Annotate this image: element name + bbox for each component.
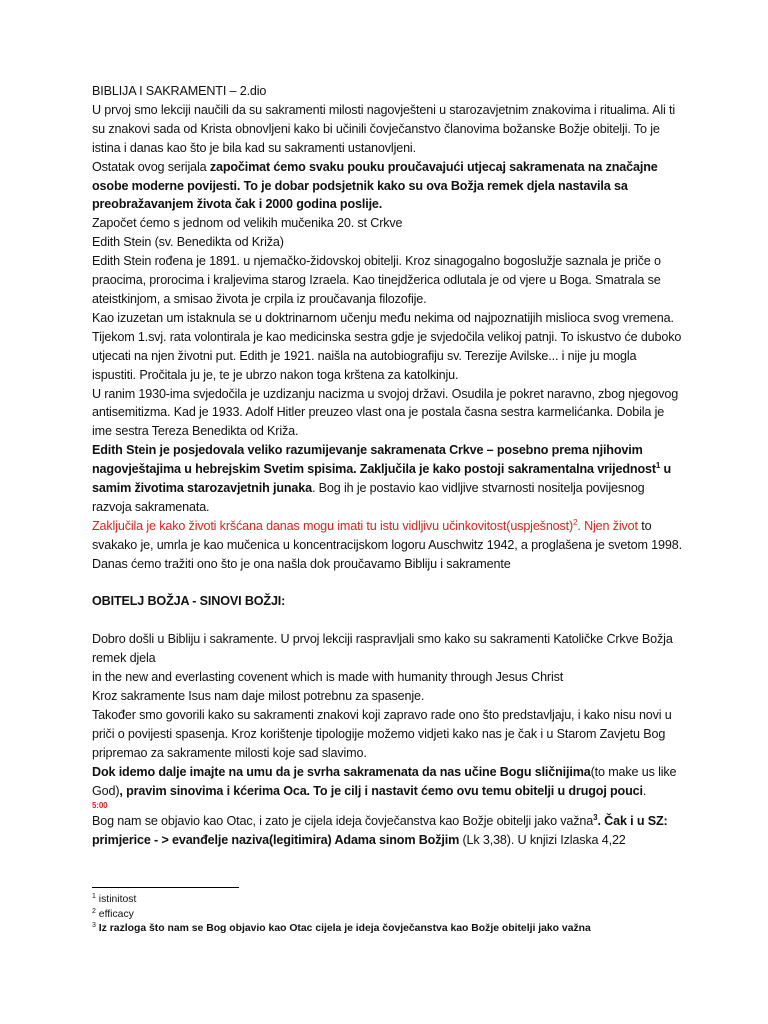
section-paragraph: Dobro došli u Bibliju i sakramente. U prvoj lekciji raspravljali smo kako su sakramenti Katoličke Crkve Božja remek djela	[92, 632, 673, 666]
footnote	[92, 908, 682, 923]
bio-text: to svakako je, umrla je kao mučenica u koncentracijskom logoru Auschwitz 1942, a proglašena je svetom 1998. Danas ćemo tražiti ono što je ona našla dok proučavamo Bibliju i sakramente	[92, 518, 682, 571]
section-paragraph: in the new and everlasting covenent which is made with humanity through Jesus Christ	[92, 670, 564, 685]
footnote-text: Iz razloga što nam se Bog objavio kao Otac cijela je ideja čovječanstva kao Božje obitelji jako važna	[98, 923, 591, 935]
document-body	[92, 82, 682, 850]
bio-text: . Bog ih je postavio kao vidljive stvarnosti nositelja povijesnog razvoja sakramenata.	[92, 481, 645, 514]
timecode: 5:00	[92, 801, 108, 811]
footnote-number: 1	[92, 893, 96, 900]
bio-paragraph: Edith Stein rođena je 1891. u njemačko-židovskoj obitelji. Kroz sinagogalno bogoslužje saznala je priče o praocima, prorocima i kraljevima starog Izraela. Kao tinejdžerica odlutala je od vjere u Boga. Smatrala se ateistkinjom, a smisao života je crpila iz proučavanja filozofije.	[92, 254, 661, 306]
section-text: .	[642, 783, 647, 798]
footnote-text: istinitost	[98, 894, 137, 905]
footnote-number: 3	[92, 922, 96, 930]
footnote	[92, 922, 682, 937]
footnote-ref[interactable]: 3	[593, 813, 598, 823]
footnote	[92, 893, 682, 908]
intro-paragraph	[92, 158, 682, 215]
footnote-ref[interactable]: 2	[573, 517, 578, 527]
intro-paragraph: U prvoj smo lekciji naučili da su sakramenti milosti nagovješteni u starozavjetnim znakovima i ritualima. Ali ti su znakovi sada od Krista obnovljeni kako bi učinili čovječanstvo članovima božanske Božje obitelji. To je istina i danas kao što je bila kad su sakramenti ustanovljeni.	[92, 102, 676, 155]
footnote-text: efficacy	[98, 908, 134, 920]
bio-bold-text: Edith Stein je posjedovala veliko razumijevanje sakramenata Crkve – posebno prema njihovim nagovještajima u hebrejskim Svetim spisima. Zaključila je kako postoji sakramentalna vrijednost	[92, 443, 656, 477]
highlight-red-text: . Njen život	[577, 518, 638, 533]
footnotes	[92, 893, 682, 937]
document-title: BIBLIJA I SAKRAMENTI – 2.dio	[92, 84, 267, 98]
section-text: (to make us like God)	[92, 764, 677, 798]
section-bold-text: , pravim sinovima i kćerima Oca. To je cilj i nastavit ćemo ovu temu obitelji u drugoj pouci	[119, 783, 643, 798]
spacer	[92, 574, 682, 593]
bio-paragraph: U ranim 1930-ima svjedočila je uzdizanju nacizma u svojoj državi. Osudila je pokret naravno, zbog njegovog antisemitizma. Kad je 1933. Adolf Hitler preuzeo vlast ona je postala časna sestra karmelićanka. Dobila je ime sestra Tereza Benedikta od Križa.	[92, 386, 679, 439]
section-paragraph: Također smo govorili kako su sakramenti znakovi koji zapravo rade ono što predstavljaju, i kako nisu novi u priči o povijesti spasenja. Kroz korištenje tipologije možemo vidjeti kako nas je čak i u Starom Zavjetu Bog pripremao za sakramente milosti koje sad slavimo.	[92, 707, 672, 760]
intro-text: Ostatak ovog serijala	[92, 159, 210, 174]
section-heading: OBITELJ BOŽJA - SINOVI BOŽJI:	[92, 594, 286, 609]
section-text: Bog nam se objavio kao Otac, i zato je cijela ideja čovječanstva kao Božje obitelji jako važna	[92, 814, 594, 829]
footnote-ref[interactable]: 1	[655, 461, 661, 471]
saint-name: Edith Stein (sv. Benedikta od Križa)	[92, 235, 284, 250]
intro-bold-text: započimat ćemo svaku pouku proučavajući utjecaj sakramenata na značajne osobe moderne povijesti. To je dobar podsjetnik kako su ova Božja remek djela nastavila sa preobražavanjem života čak i 2000 godina poslije.	[92, 159, 658, 212]
section-paragraph: Kroz sakramente Isus nam daje milost potrebnu za spasenje.	[92, 688, 425, 703]
section-text: (Lk 3,38). U knjizi Izlaska 4,22	[459, 833, 626, 848]
section-bold-text: . Čak i u SZ: primjerice - > evanđelje naziva(legitimira) Adama sinom Božjim	[92, 814, 668, 848]
footnote-separator	[92, 887, 239, 888]
bio-bold-text: u samim životima starozavjetnih junaka	[92, 462, 672, 496]
section-paragraph	[92, 812, 682, 850]
section-paragraph	[92, 763, 682, 801]
highlight-red-text: Zaključila je kako životi kršćana danas mogu imati tu istu vidljivu učinkovitost(uspješnost)	[92, 518, 574, 533]
bio-paragraph: Kao izuzetan um istaknula se u doktrinarnom učenju među nekima od najpoznatijih mislioca svog vremena.	[92, 310, 674, 325]
bio-paragraph: Tijekom 1.svj. rata volontirala je kao medicinska sestra gdje je svjedočila velikoj patnji. To iskustvo će duboko utjecati na njen životni put. Edith je 1921. naišla na autobiografiju sv. Terezije Avilske... i nije ju mogla ispustiti. Pročitala ju je, te je ubrzo nakon toga krštena za katolkinju.	[92, 329, 682, 382]
intro-paragraph: Započet ćemo s jednom od velikih mučenika 20. st Crkve	[92, 216, 403, 231]
footnote-number: 2	[92, 907, 96, 915]
spacer	[92, 611, 682, 630]
bio-paragraph	[92, 441, 682, 517]
bio-paragraph	[92, 517, 682, 574]
section-bold-text: Dok idemo dalje imajte na umu da je svrha sakramenata da nas učine Bogu sličnijima	[92, 764, 591, 779]
